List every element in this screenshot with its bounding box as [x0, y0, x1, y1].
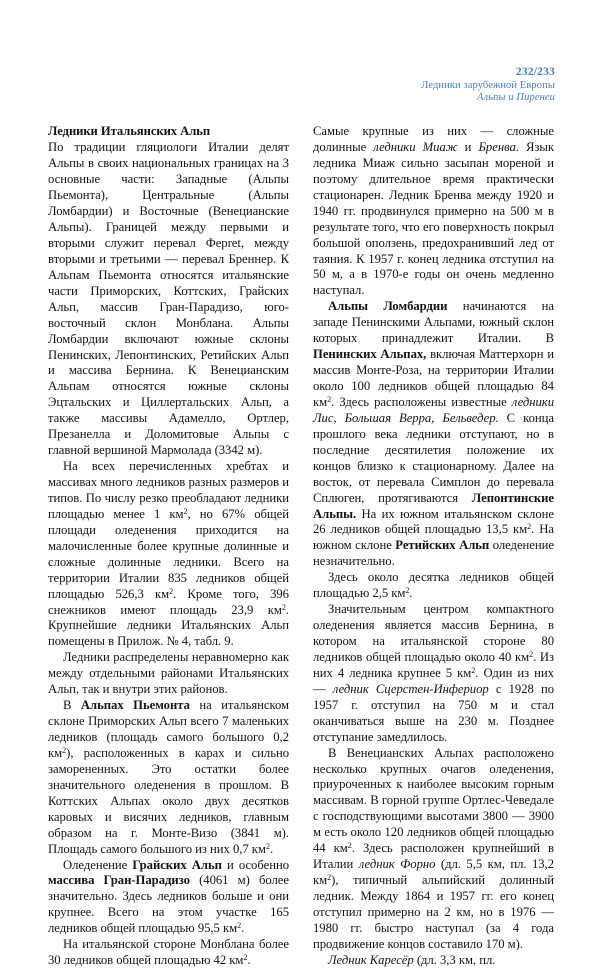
paragraph: Ледник Каресёр (дл. 3,3 км, пл. — [328, 952, 496, 967]
paragraph: Ледники распределены неравномерно как между отдельными районами Итальянских Альп, так и внутри этих районов. — [48, 650, 289, 697]
left-column — [48, 124, 289, 969]
book-series-title: Ледники зарубежной Европы — [421, 79, 555, 91]
paragraph: Здесь около десятка ледников общей площадью 2,5 $км^2$. — [313, 570, 554, 601]
paragraph: Значительным центром компактного оледенения является массив Бернина, в котором на итальянской стороне 80 ледников общей площадью около 40 $км^2$. Из них 4 ледника крупнее 5 $км^2$. Один из них — ледник Сцерстен-Инфериор с 1928 по 1957 г. отступил на 750 м и стал оканчиваться выше на 230 м. Позднее отступание замедлилось. — [313, 602, 554, 744]
paragraph: Альпы Ломбардии начинаются на западе Пенинскими Альпами, южный склон которых принадлежит Италии. В Пенинских Альпах, включая Маттерхорн и массив Монте-Роза, на территории Италии около 100 ледников общей площадью 84 $км^2$. Здесь расположены известные ледники Лис, Большая Верра, Бельведер. С конца прошлого века ледники отступают, но в последние десятилетия положение их концов близко к стационарному. Далее на восток, от перевала Симплон до перевала Сплюген, протягиваются Лепонтинские Альпы. На их южном итальянском склоне 26 ледников общей площадью 13,5 $км^2$. На южном склоне Ретийских Альп оледенение незначительно. — [313, 299, 554, 569]
paragraph: Оледенение Грайских Альп и особенно массива Гран-Парадизо (4061 м) более значительно. Здесь ледников больше и они крупнее. Всего на этом участке 165 ледников общей площадью 95,5 $км^2$. — [48, 857, 289, 936]
page-title: Ледники Итальянских Альп — [48, 124, 211, 138]
chapter-section-title: Альпы и Пиренеи — [477, 91, 555, 103]
page-running-head — [255, 66, 555, 104]
folio-number: 232/233 — [515, 66, 555, 78]
paragraph: Самые крупные из них — сложные долинные ледники Миаж и Бренва. Язык ледника Миаж сильно засыпан мореной и поэтому длительное время практически стационарен. Ледник Бренва между 1920 и 1940 гг. продвинулся примерно на 500 м в результате того, что его поверхность покрыл большой оползень, предохранивший лед от таяния. К 1957 г. конец ледника отступил на 50 м, а в 1970-е годы он очень медленно наступал. — [313, 124, 555, 298]
paragraph: В Альпах Пьемонта на итальянском склоне Приморских Альп всего 7 маленьких ледников (площадь самого большого 0,2 $км^2$), расположенных в карах и сильно заморененных. Это остатки более значительного оледенения в прошлом. В Коттских Альпах около двух десятков каровых и висячих ледников, главным образом на г. Монте-Визо (3841 м). Площадь самого большого из них 0,7 $км^2$. — [48, 698, 289, 856]
paragraph: В Венецианских Альпах расположено несколько крупных очагов оледенения, приуроченных к наиболее высоким горным массивам. В горной группе Ортлес-Чеведале с господствующими высотами 3800 — 3900 м есть около 120 ледников общей площадью 44 $км^2$. Здесь расположен крупнейший в Италии ледник Форно (дл. 5,5 км, пл. 13,2 $км^2$), типичный альпийский долинный ледник. Между 1864 и 1957 гг. его конец отступил примерно на 2 км, но в 1976 — 1980 гг. быстро наступал (за 4 года продвижение концов составило 170 м). — [313, 745, 554, 951]
paragraph: На итальянской стороне Монблана более 30 ледников общей площадью 42 $км^2$. — [48, 937, 289, 968]
paragraph: По традиции гляциологи Италии делят Альпы в своих национальных границах на 3 основные части: Западные (Альпы Пьемонта), Центральные (Альпы Ломбардии) и Восточные (Венецианские Альпы). Границей между первыми и вторыми служит перевал Ферret, между вторыми и третьими — перевал Бреннер. К Альпам Пьемонта относятся итальянские части Приморских, Коттских, Грайских Альп, массив Гран-Парадизо, юго-восточный склон Монблана. Альпы Ломбардии включают южные склоны Пенинских, Лепонтинских, Ретийских Альп и массива Бернина. К Венецианским Альпам относятся южные склоны Эцтальских и Циллертальских Альп, а также массивы Адамелло, Ортлер, Презанелла и Доломитовые Альпы с главной вершиной Мармолада (3342 м). — [48, 140, 289, 458]
right-column — [313, 124, 554, 969]
page-body — [48, 124, 555, 969]
paragraph: На всех перечисленных хребтах и массивах много ледников разных размеров и типов. По числу резко преобладают ледники площадью менее 1 $км^2$, но 67% общей площади оледенения приходится на малочисленные более крупные долинные и сложные долинные ледники. Всего на территории Италии 835 ледников общей площадью 526,3 $км^2$. Кроме того, 396 снежников имеют площадь 23,9 $км^2$. Крупнейшие ледники Итальянских Альп помещены в Прилож. № 4, табл. 9. — [48, 459, 289, 649]
